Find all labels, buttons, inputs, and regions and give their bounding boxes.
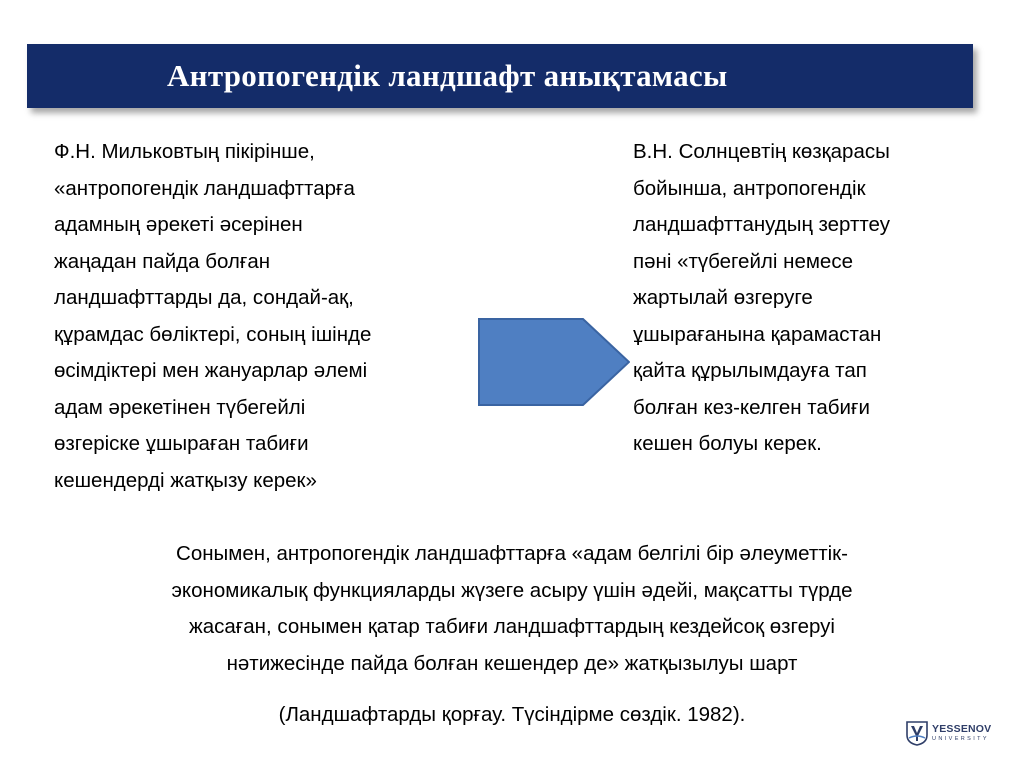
left-quote-line: құрамдас бөліктері, соның ішінде: [54, 322, 372, 346]
left-quote-line: «антропогендік ландшафттарға: [54, 176, 355, 200]
left-quote-line: өсімдіктері мен жануарлар әлемі: [54, 359, 368, 382]
left-quote-line: жаңадан пайда болған: [54, 249, 271, 273]
right-quote-line: бойынша, антропогендік: [633, 176, 866, 200]
right-quote-line: жартылай өзгеруге: [633, 286, 813, 309]
right-quote-line: кешен болуы керек.: [633, 432, 822, 455]
left-quote-line: Ф.Н. Мильковтың пікірінше,: [54, 140, 315, 163]
right-quote-line: ландшафттанудың зерттеу: [633, 213, 890, 236]
right-quote: [633, 134, 890, 463]
summary-line: нәтижесінде пайда болған кешендер де» жатқызылуы шарт: [226, 651, 798, 675]
right-quote-line: болған кез-келген табиғи: [633, 395, 870, 419]
university-logo: [905, 718, 1005, 748]
right-quote-line: пәні «түбегейлі немесе: [633, 249, 853, 273]
logo-subtitle: UNIVERSITY: [932, 735, 990, 742]
summary-paragraph: [40, 536, 984, 682]
left-quote: [54, 134, 371, 499]
right-arrow-icon: [478, 318, 630, 406]
summary-line: жасаған, сонымен қатар табиғи ландшафттардың кездейсоқ өзгеруі: [189, 615, 835, 638]
left-quote-line: адамның әрекеті әсерінен: [54, 213, 303, 236]
left-quote-line: кешендерді жатқызу керек»: [54, 468, 317, 492]
university-emblem-icon: [905, 720, 929, 746]
left-quote-line: өзгеріске ұшыраған табиғи: [54, 432, 309, 455]
summary-line: Сонымен, антропогендік ландшафттарға «адам белгілі бір әлеуметтік-: [176, 542, 848, 565]
citation: (Ландшафтарды қорғау. Түсіндірме сөздік. 1982).: [278, 703, 746, 726]
right-quote-line: ұшырағанына қарамастан: [633, 322, 882, 346]
summary-line: экономикалық функцияларды жүзеге асыру үшін әдейі, мақсатты түрде: [171, 578, 853, 602]
slide-title: Антропогендік ландшафт анықтамасы: [167, 58, 728, 93]
left-quote-line: адам әрекетінен түбегейлі: [54, 395, 306, 419]
left-quote-line: ландшафттарды да, сондай-ақ,: [54, 286, 354, 309]
title-bar: [27, 44, 973, 108]
right-quote-line: В.Н. Солнцевтің көзқарасы: [633, 140, 890, 163]
right-quote-line: қайта құрылымдауға тап: [633, 359, 867, 382]
logo-name: YESSENOV: [932, 723, 992, 735]
